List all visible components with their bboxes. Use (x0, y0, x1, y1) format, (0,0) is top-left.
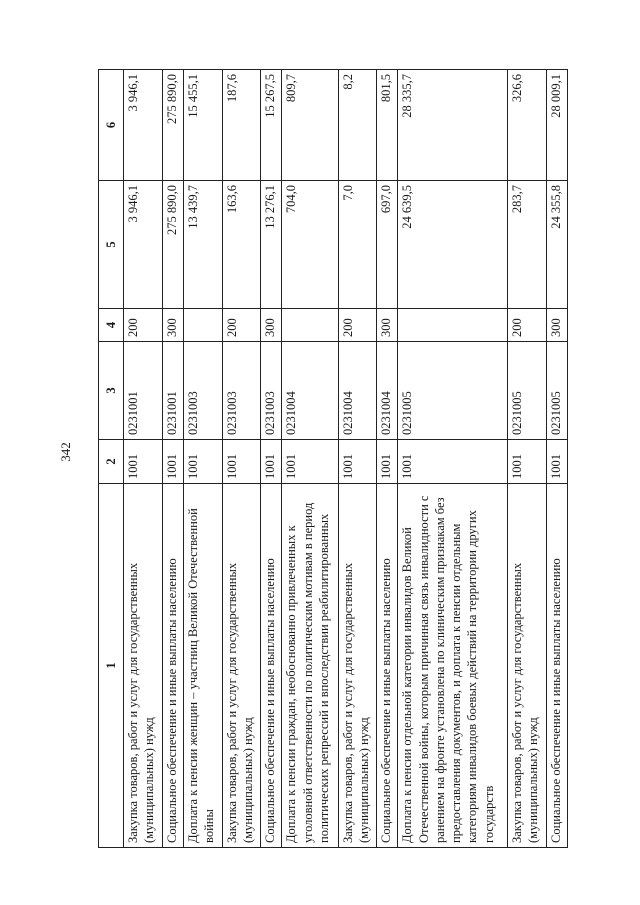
row-target: 0231003 (222, 342, 261, 440)
row-type: 300 (162, 309, 183, 342)
row-value-6: 275 890,0 (162, 70, 183, 181)
budget-table-container (98, 70, 568, 848)
row-value-5: 3 946,1 (124, 181, 163, 309)
row-value-6: 3 946,1 (124, 70, 163, 181)
row-value-6: 809,7 (282, 70, 338, 181)
table-row (261, 70, 282, 848)
row-target: 0231005 (546, 342, 567, 440)
table-row (338, 70, 377, 848)
row-value-6: 15 455,1 (183, 70, 222, 181)
row-value-5: 275 890,0 (162, 181, 183, 309)
row-target: 0231004 (338, 342, 377, 440)
row-section: 1001 (282, 440, 338, 484)
row-value-6: 28 009,1 (546, 70, 567, 181)
row-value-5: 24 355,8 (546, 181, 567, 309)
budget-table (98, 69, 568, 848)
row-value-6: 801,5 (377, 70, 398, 181)
table-row (377, 70, 398, 848)
row-section: 1001 (546, 440, 567, 484)
row-name: Закупка товаров, работ и услуг для государственных (муниципальных) нужд (338, 484, 377, 848)
row-section: 1001 (162, 440, 183, 484)
row-value-5: 283,7 (508, 181, 547, 309)
page-number: 342 (58, 442, 73, 462)
header-row (99, 70, 124, 848)
row-target: 0231003 (183, 342, 222, 440)
row-value-5: 704,0 (282, 181, 338, 309)
row-value-6: 15 267,5 (261, 70, 282, 181)
row-type: 200 (222, 309, 261, 342)
row-name: Доплата к пенсии граждан, необоснованно привлеченных к уголовной ответственности по политическим мотивам в период политических репрессий и впоследствии реабилитированных (282, 484, 338, 848)
table-row (183, 70, 222, 848)
row-type: 200 (124, 309, 163, 342)
header-col-5: 5 (99, 181, 124, 309)
header-col-1: 1 (99, 484, 124, 848)
row-name: Доплата к пенсии женщин – участниц Великой Отечественной войны (183, 484, 222, 848)
row-type: 200 (338, 309, 377, 342)
row-type (398, 309, 508, 342)
row-value-5: 697,0 (377, 181, 398, 309)
row-value-5: 24 639,5 (398, 181, 508, 309)
table-row (162, 70, 183, 848)
row-value-5: 13 276,1 (261, 181, 282, 309)
row-value-6: 326,6 (508, 70, 547, 181)
row-section: 1001 (261, 440, 282, 484)
row-name: Доплата к пенсии отдельной категории инвалидов Великой Отечественной войны, которым причинная связь инвалидности с ранением на фронте установлена по клиническим признакам без предоставления документов, и доплата к пенсии отдельным категориям инвалидов боевых действий на территории других государств (398, 484, 508, 848)
row-value-5: 13 439,7 (183, 181, 222, 309)
row-name: Закупка товаров, работ и услуг для государственных (муниципальных) нужд (124, 484, 163, 848)
row-section: 1001 (508, 440, 547, 484)
row-section: 1001 (222, 440, 261, 484)
row-name: Социальное обеспечение и иные выплаты населению (261, 484, 282, 848)
table-row (546, 70, 567, 848)
row-type: 300 (261, 309, 282, 342)
table-row (222, 70, 261, 848)
header-col-6: 6 (99, 70, 124, 181)
row-target: 0231005 (398, 342, 508, 440)
row-type: 300 (546, 309, 567, 342)
row-value-6: 187,6 (222, 70, 261, 181)
row-target: 0231005 (508, 342, 547, 440)
table-row (508, 70, 547, 848)
row-target: 0231001 (162, 342, 183, 440)
table-row (282, 70, 338, 848)
row-section: 1001 (124, 440, 163, 484)
header-col-4: 4 (99, 309, 124, 342)
header-col-2: 2 (99, 440, 124, 484)
row-target: 0231001 (124, 342, 163, 440)
row-target: 0231004 (377, 342, 398, 440)
row-section: 1001 (398, 440, 508, 484)
row-section: 1001 (338, 440, 377, 484)
table-row (124, 70, 163, 848)
row-value-6: 28 335,7 (398, 70, 508, 181)
row-name: Закупка товаров, работ и услуг для государственных (муниципальных) нужд (508, 484, 547, 848)
table-row (398, 70, 508, 848)
row-name: Социальное обеспечение и иные выплаты населению (162, 484, 183, 848)
row-name: Закупка товаров, работ и услуг для государственных (муниципальных) нужд (222, 484, 261, 848)
row-section: 1001 (183, 440, 222, 484)
rotated-table-frame (98, 70, 568, 848)
row-target: 0231003 (261, 342, 282, 440)
row-type: 200 (508, 309, 547, 342)
row-target: 0231004 (282, 342, 338, 440)
row-value-5: 7,0 (338, 181, 377, 309)
row-name: Социальное обеспечение и иные выплаты населению (377, 484, 398, 848)
row-value-6: 8,2 (338, 70, 377, 181)
header-col-3: 3 (99, 342, 124, 440)
row-type (282, 309, 338, 342)
row-type: 300 (377, 309, 398, 342)
row-value-5: 163,6 (222, 181, 261, 309)
row-section: 1001 (377, 440, 398, 484)
row-type (183, 309, 222, 342)
row-name: Социальное обеспечение и иные выплаты населению (546, 484, 567, 848)
